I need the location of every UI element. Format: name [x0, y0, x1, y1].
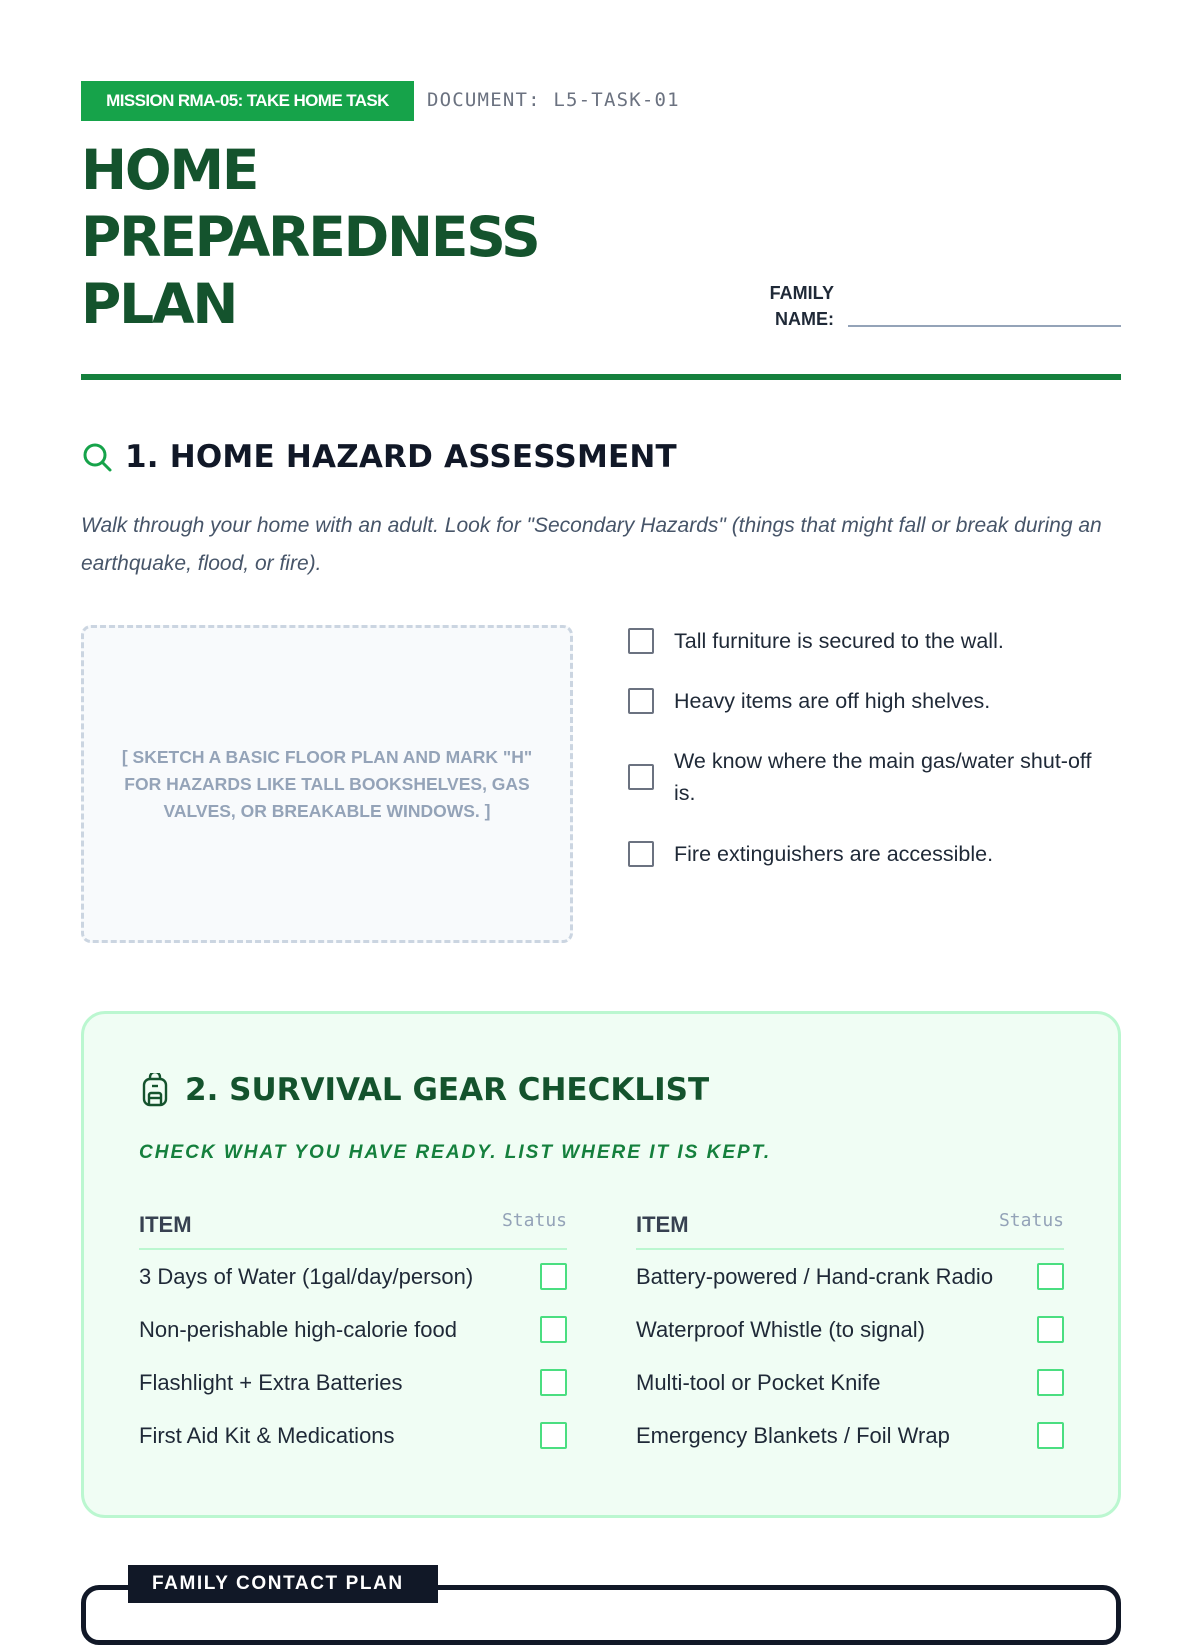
gear-section-title: 2. SURVIVAL GEAR CHECKLIST — [185, 1072, 710, 1108]
gear-section-header — [139, 1072, 709, 1108]
header-divider — [81, 374, 1121, 380]
gear-item-label: Battery-powered / Hand-crank Radio — [636, 1263, 994, 1289]
survival-gear-card — [81, 1011, 1121, 1518]
gear-item-label: Emergency Blankets / Foil Wrap — [636, 1422, 950, 1448]
hazard-item-label: Heavy items are off high shelves. — [674, 689, 991, 713]
hazard-section-title: 1. HOME HAZARD ASSESSMENT — [125, 439, 677, 475]
gear-item-label: Waterproof Whistle (to signal) — [636, 1316, 925, 1342]
item-column-header: ITEM — [139, 1212, 192, 1237]
gear-item-label: 3 Days of Water (1gal/day/person) — [139, 1263, 474, 1289]
gear-row — [636, 1356, 1064, 1409]
status-column-header: Status — [998, 1210, 1064, 1231]
gear-row — [636, 1250, 1064, 1303]
status-checkbox[interactable] — [540, 1422, 567, 1449]
sketch-prompt: [ SKETCH A BASIC FLOOR PLAN AND MARK "H" FOR HAZARDS LIKE TALL BOOKSHELVES, GAS VALVES, OR BREAKABLE WINDOWS. ] — [121, 746, 533, 821]
gear-row — [139, 1303, 567, 1356]
gear-row — [139, 1356, 567, 1409]
checkbox[interactable] — [628, 764, 654, 790]
family-contact-tab: FAMILY CONTACT PLAN — [128, 1565, 438, 1603]
hazard-checklist-item[interactable] — [628, 625, 1121, 657]
gear-row — [636, 1303, 1064, 1356]
checkbox[interactable] — [628, 688, 654, 714]
hazard-checklist-item[interactable] — [628, 745, 1121, 809]
gear-column-left — [139, 1204, 567, 1462]
mission-badge: MISSION RMA-05: TAKE HOME TASK — [81, 81, 414, 121]
gear-row — [139, 1409, 567, 1462]
hazard-item-label: We know where the main gas/water shut-off is. — [674, 749, 1092, 805]
checkbox[interactable] — [628, 841, 654, 867]
family-name-label: FAMILY NAME: — [769, 283, 834, 329]
search-icon — [81, 441, 113, 473]
floor-plan-sketch-area[interactable] — [81, 625, 573, 943]
gear-row — [139, 1250, 567, 1303]
gear-item-label: Multi-tool or Pocket Knife — [636, 1369, 881, 1395]
status-column-header: Status — [501, 1210, 567, 1231]
gear-column-header — [636, 1204, 1064, 1250]
hazard-item-label: Tall furniture is secured to the wall. — [674, 629, 1004, 653]
gear-item-label: Non-perishable high-calorie food — [139, 1316, 457, 1342]
status-checkbox[interactable] — [540, 1369, 567, 1396]
gear-item-label: First Aid Kit & Medications — [139, 1422, 395, 1448]
item-column-header: ITEM — [636, 1212, 689, 1237]
hazard-section-intro: Walk through your home with an adult. Look for "Secondary Hazards" (things that might fall or break during an earthquake, flood, or fire). — [81, 514, 1102, 575]
gear-column-header — [139, 1204, 567, 1250]
hazard-item-label: Fire extinguishers are accessible. — [674, 842, 994, 866]
worksheet-page — [81, 0, 1121, 1600]
gear-item-label: Flashlight + Extra Batteries — [139, 1369, 403, 1395]
hazard-checklist-item[interactable] — [628, 685, 1121, 717]
document-code: DOCUMENT: L5-TASK-01 — [427, 89, 680, 111]
gear-column-right — [636, 1204, 1064, 1462]
family-name-field[interactable] — [848, 325, 1121, 327]
status-checkbox[interactable] — [1037, 1316, 1064, 1343]
status-checkbox[interactable] — [540, 1316, 567, 1343]
status-checkbox[interactable] — [1037, 1422, 1064, 1449]
gear-section-subtitle: CHECK WHAT YOU HAVE READY. LIST WHERE IT IS KEPT. — [139, 1142, 772, 1163]
hazard-checklist-item[interactable] — [628, 838, 1121, 870]
status-checkbox[interactable] — [1037, 1263, 1064, 1290]
page-title: HOME PREPAREDNESS PLAN — [81, 138, 539, 336]
checkbox[interactable] — [628, 628, 654, 654]
gear-row — [636, 1409, 1064, 1462]
status-checkbox[interactable] — [540, 1263, 567, 1290]
hazard-section-header — [81, 437, 677, 477]
backpack-icon — [139, 1073, 171, 1107]
status-checkbox[interactable] — [1037, 1369, 1064, 1396]
